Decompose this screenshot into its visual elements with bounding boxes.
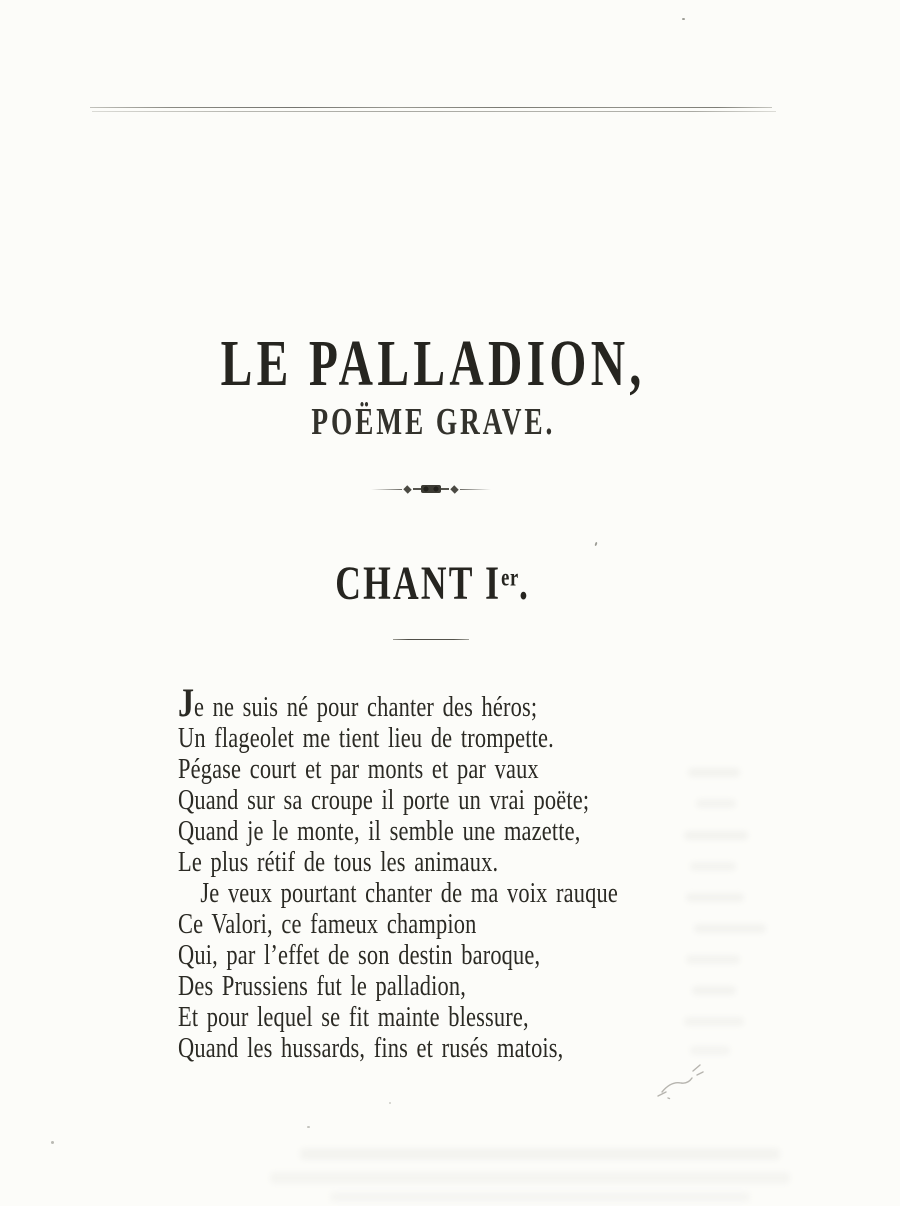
poem-line: Quand je le monte, il semble une mazette,	[178, 816, 581, 847]
bleedthrough-mark	[690, 862, 736, 871]
bleedthrough-mark	[694, 924, 766, 933]
poem-line: Un flageolet me tient lieu de trompette.	[178, 723, 554, 754]
chant-heading-superscript: er	[501, 564, 520, 592]
fleuron-left-taper	[371, 489, 402, 490]
poem-line	[178, 680, 618, 725]
scan-speck	[682, 18, 685, 20]
fleuron-left-join	[413, 488, 421, 490]
poem-initial-letter: J	[178, 680, 194, 725]
top-rule-upper	[90, 107, 772, 108]
scan-speck	[389, 1102, 391, 1104]
top-rule-lower	[92, 111, 776, 112]
bleedthrough-smudge	[330, 1192, 750, 1202]
poem-line: Je veux pourtant chanter de ma voix rauque	[200, 878, 618, 909]
bleedthrough-mark	[690, 1046, 730, 1055]
scan-speck	[594, 542, 597, 546]
bleedthrough-mark	[684, 1017, 744, 1026]
poem-line: Le plus rétif de tous les animaux.	[178, 847, 499, 878]
chant-heading-text: CHANT I	[335, 557, 502, 610]
fleuron-right-join	[441, 488, 449, 490]
poem-line: Qui, par l’effet de son destin baroque,	[178, 940, 541, 971]
poem-line: Quand les hussards, fins et rusés matois,	[178, 1033, 564, 1064]
poem-body	[178, 680, 618, 1064]
chant-heading-period: .	[519, 557, 531, 610]
bleedthrough-mark	[686, 893, 744, 902]
bleedthrough-mark	[684, 831, 748, 840]
pencil-scribble-icon	[652, 1058, 722, 1106]
fleuron-left-diamond	[403, 485, 411, 493]
fleuron-right-diamond	[450, 485, 458, 493]
poem-line: Ce Valori, ce fameux champion	[178, 909, 477, 940]
poem-subtitle-text: POËME GRAVE.	[311, 401, 555, 443]
bleedthrough-smudge	[300, 1148, 780, 1160]
poem-line: Des Prussiens fut le palladion,	[178, 971, 467, 1002]
bleedthrough-mark	[688, 768, 740, 777]
bleedthrough-mark	[692, 986, 736, 995]
bleedthrough-mark	[686, 955, 740, 964]
poem-title-text: LE PALLADION,	[220, 327, 646, 400]
poem-line: Quand sur sa croupe il porte un vrai poëte;	[178, 785, 590, 816]
bleedthrough-mark	[696, 799, 736, 808]
poem-line: Et pour lequel se fit mainte blessure,	[178, 1002, 529, 1033]
poem-subtitle	[0, 400, 866, 444]
chant-rule	[393, 639, 469, 640]
scan-speck	[307, 1126, 310, 1128]
poem-title	[0, 326, 866, 402]
poem-line: Pégase court et par monts et par vaux	[178, 754, 539, 785]
scan-speck	[51, 1141, 54, 1144]
fleuron-center-knot	[421, 485, 441, 493]
bleedthrough-smudge	[270, 1172, 790, 1184]
chant-heading	[0, 556, 866, 611]
fleuron-divider-icon	[371, 483, 491, 495]
fleuron-right-taper	[460, 489, 491, 490]
poem-line-text: e ne suis né pour chanter des héros;	[194, 692, 538, 723]
